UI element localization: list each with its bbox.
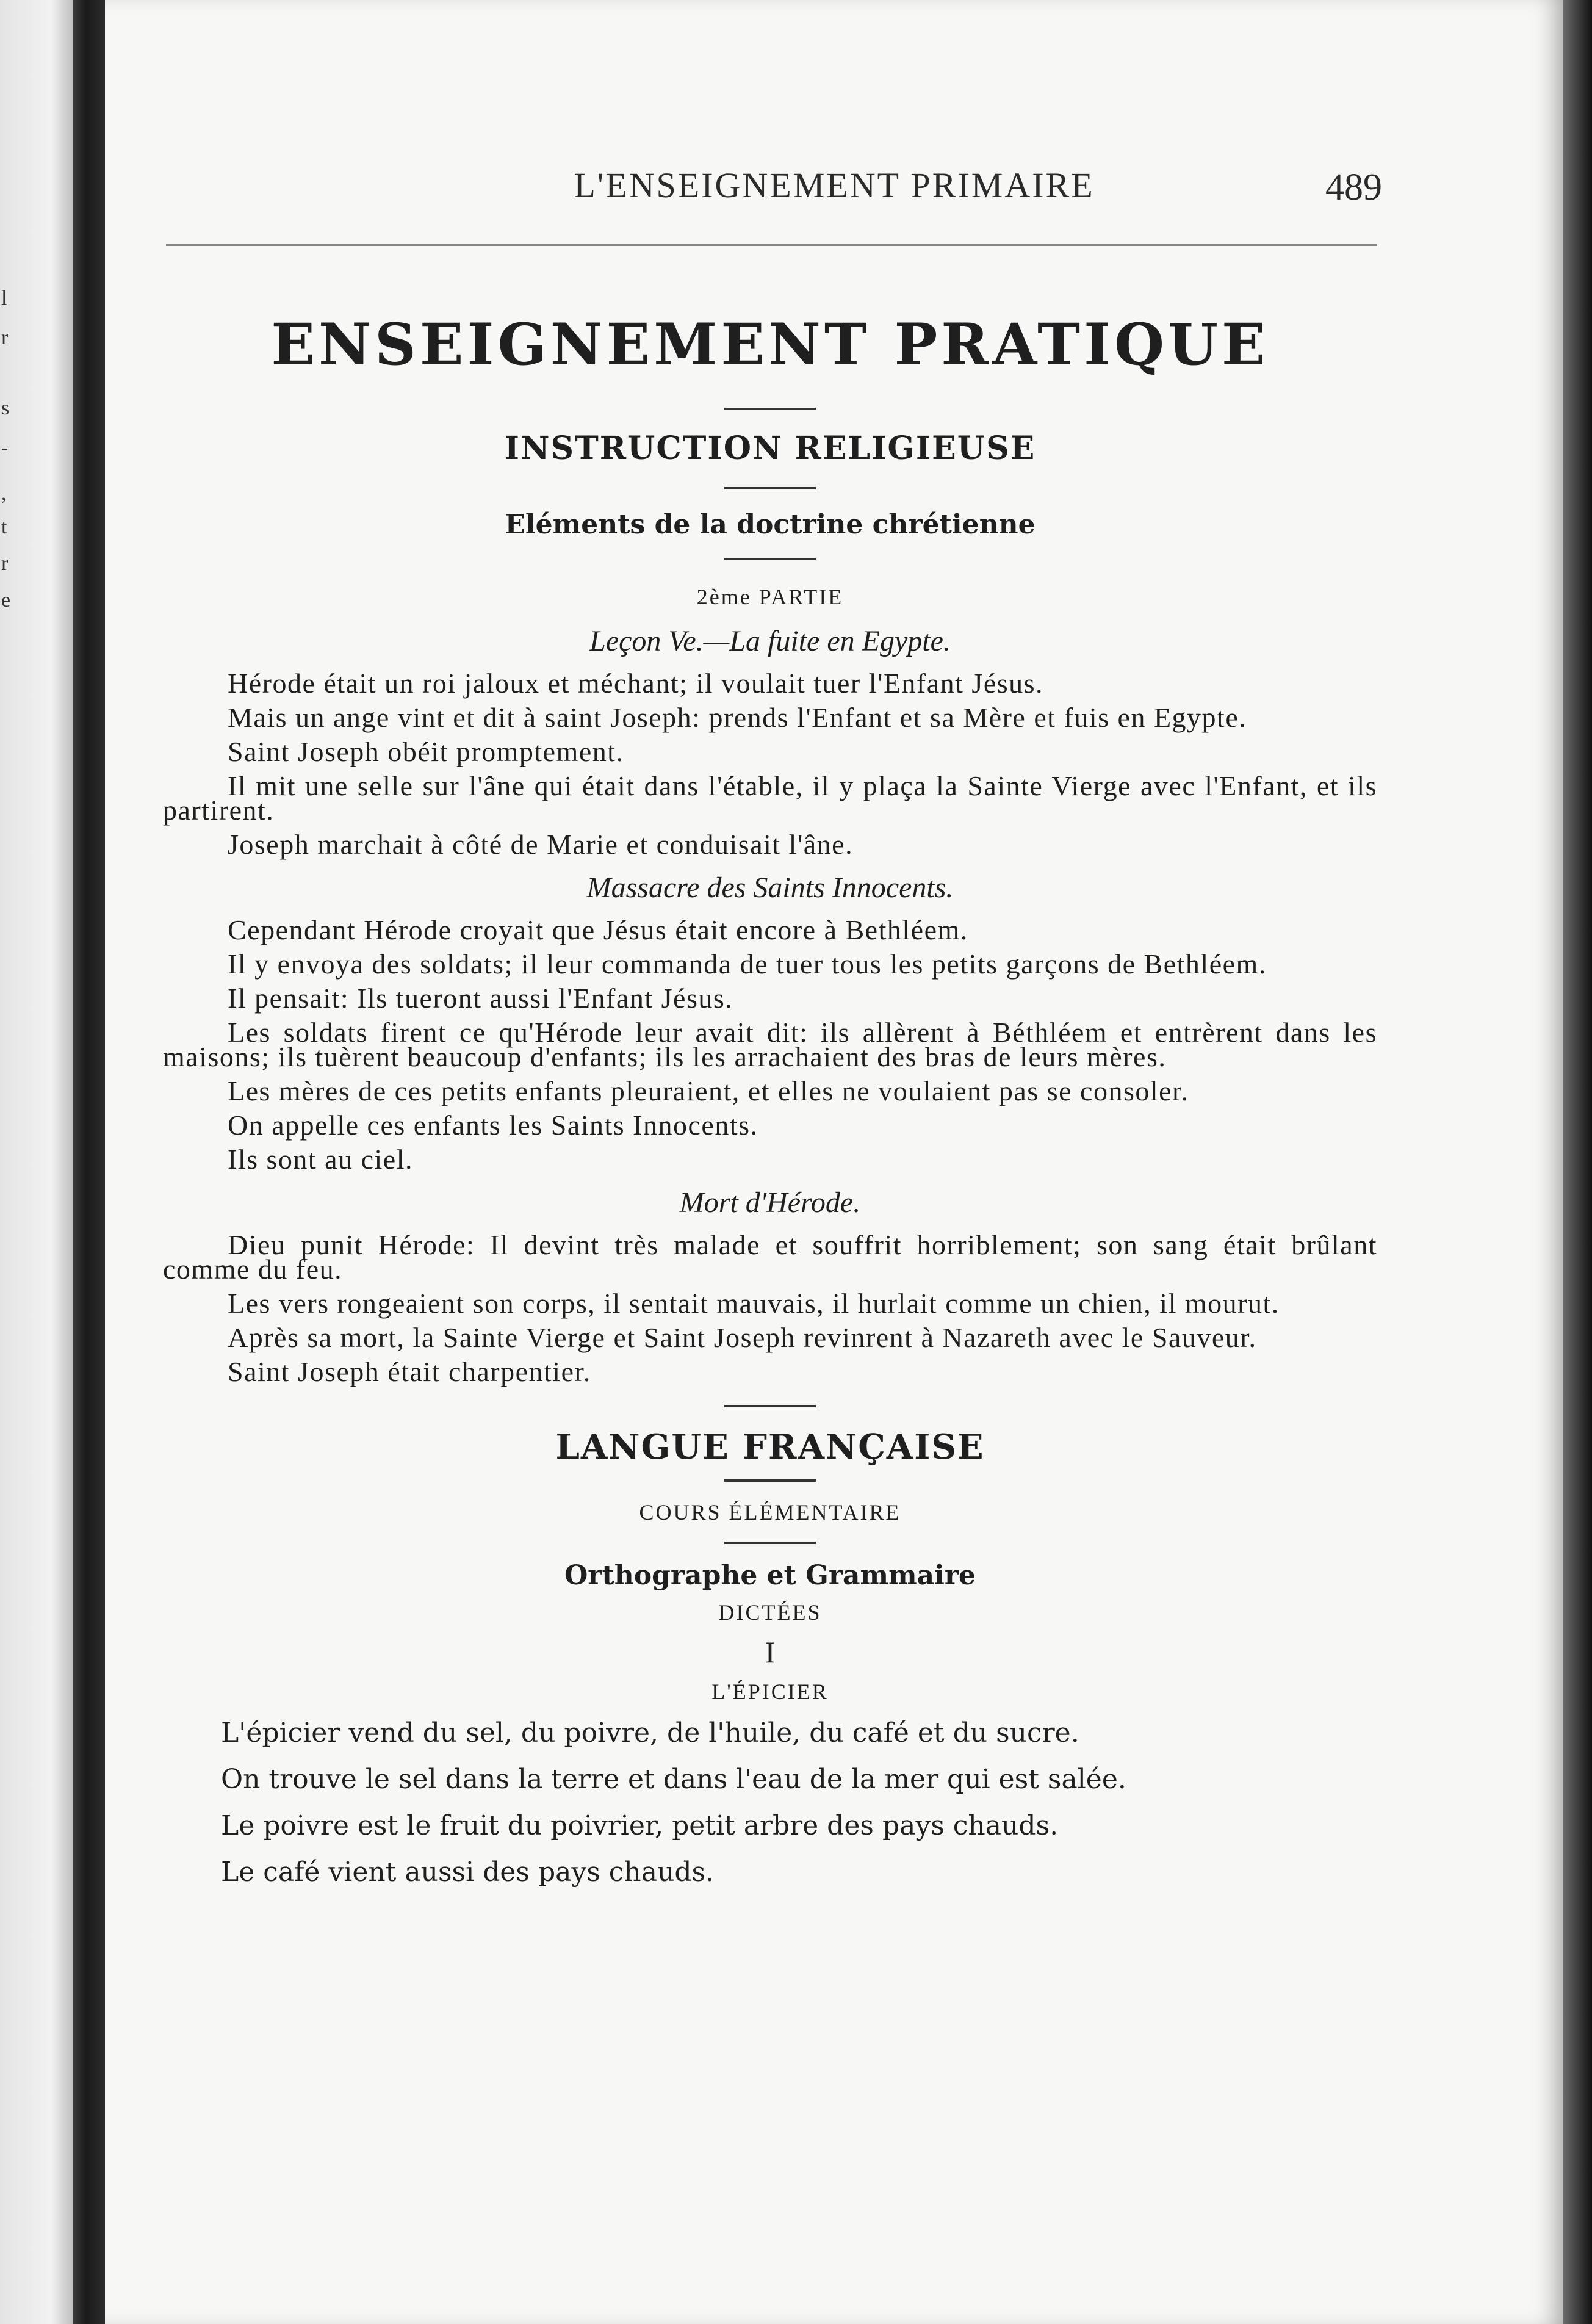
paragraph: Cependant Hérode croyait que Jésus était encore à Bethléem. bbox=[228, 914, 968, 945]
dictation-number: I bbox=[765, 1635, 776, 1669]
dictation-line: Le poivre est le fruit du poivrier, petit arbre des pays chauds. bbox=[221, 1810, 1059, 1841]
paragraph: Les vers rongeaient son corps, il sentait mauvais, il hurlait comme un chien, il mourut. bbox=[228, 1288, 1280, 1319]
paragraph: Il y envoya des soldats; il leur commanda de tuer tous les petits garçons de Bethléem. bbox=[228, 948, 1267, 980]
left-page-fragment: , bbox=[1, 482, 7, 505]
right-page-edge bbox=[1563, 0, 1592, 2324]
subsection-heading: Eléments de la doctrine chrétienne bbox=[505, 509, 1036, 540]
left-page-fragment: l bbox=[1, 287, 7, 309]
paragraph: Hérode était un roi jaloux et méchant; il voulait tuer l'Enfant Jésus. bbox=[228, 668, 1044, 699]
section-heading-religion: INSTRUCTION RELIGIEUSE bbox=[504, 430, 1036, 467]
lesson-subtitle-death: Mort d'Hérode. bbox=[679, 1186, 861, 1219]
lesson-title: Leçon Ve.—La fuite en Egypte. bbox=[589, 625, 951, 657]
divider bbox=[724, 408, 816, 410]
page-number: 489 bbox=[1325, 167, 1382, 208]
subsection-heading: Orthographe et Grammaire bbox=[564, 1560, 976, 1591]
section-heading-language: LANGUE FRANÇAISE bbox=[555, 1427, 985, 1467]
paragraph: Joseph marchait à côté de Marie et conduisait l'âne. bbox=[228, 829, 854, 860]
lesson-subtitle-massacre: Massacre des Saints Innocents. bbox=[586, 872, 954, 904]
dictation-title: L'ÉPICIER bbox=[711, 1680, 829, 1704]
paragraph: Les mères de ces petits enfants pleuraient, et elles ne voulaient pas se consoler. bbox=[228, 1075, 1189, 1106]
divider bbox=[724, 1405, 816, 1407]
running-head: L'ENSEIGNEMENT PRIMAIRE bbox=[574, 165, 1095, 205]
dictation-line: L'épicier vend du sel, du poivre, de l'huile, du café et du sucre. bbox=[221, 1717, 1079, 1748]
left-page-fragment: - bbox=[1, 436, 9, 459]
left-page-fragment: r bbox=[1, 327, 9, 349]
header-rule bbox=[166, 244, 1377, 246]
left-page-edge bbox=[0, 0, 73, 2324]
paragraph: Il mit une selle sur l'âne qui était dans l'étable, il y plaça la Sainte Vierge avec l'Enfant, et ils partirent. bbox=[163, 770, 1377, 826]
paragraph: Il pensait: Ils tueront aussi l'Enfant Jésus. bbox=[228, 983, 733, 1014]
left-page-fragment: t bbox=[1, 516, 7, 538]
paragraph: Dieu punit Hérode: Il devint très malade et souffrit horriblement; son sang était brûlant comme du feu. bbox=[163, 1229, 1377, 1285]
divider bbox=[724, 1479, 816, 1482]
divider bbox=[724, 487, 816, 489]
paragraph: Ils sont au ciel. bbox=[228, 1144, 413, 1175]
dictation-line: On trouve le sel dans la terre et dans l'eau de la mer qui est salée. bbox=[221, 1764, 1126, 1795]
left-page-fragment: r bbox=[1, 552, 9, 575]
left-page-fragment: s bbox=[1, 397, 10, 419]
paragraph: Les soldats firent ce qu'Hérode leur avait dit: ils allèrent à Béthléem et entrèrent dans les maisons; ils tuèrent beaucoup d'enfants; ils les arrachaient des bras de leurs mères. bbox=[163, 1017, 1377, 1072]
paragraph: Mais un ange vint et dit à saint Joseph: prends l'Enfant et sa Mère et fuis en Egypte. bbox=[228, 702, 1247, 733]
page-489 bbox=[105, 0, 1563, 2324]
paragraph: On appelle ces enfants les Saints Innocents. bbox=[228, 1110, 758, 1141]
dictees-label: DICTÉES bbox=[718, 1600, 822, 1625]
divider bbox=[724, 1542, 816, 1544]
dictation-line: Le café vient aussi des pays chauds. bbox=[221, 1857, 715, 1888]
main-title: ENSEIGNEMENT PRATIQUE bbox=[271, 311, 1269, 378]
paragraph: Après sa mort, la Sainte Vierge et Saint Joseph revinrent à Nazareth avec le Sauveur. bbox=[228, 1322, 1257, 1353]
left-page-fragment: e bbox=[1, 589, 11, 612]
paragraph: Saint Joseph obéit promptement. bbox=[228, 736, 624, 767]
divider bbox=[724, 558, 816, 560]
page-content bbox=[163, 287, 1377, 1896]
course-label: COURS ÉLÉMENTAIRE bbox=[639, 1500, 901, 1525]
part-label: 2ème PARTIE bbox=[696, 585, 844, 609]
paragraph: Saint Joseph était charpentier. bbox=[228, 1356, 591, 1387]
book-gutter bbox=[73, 0, 105, 2324]
